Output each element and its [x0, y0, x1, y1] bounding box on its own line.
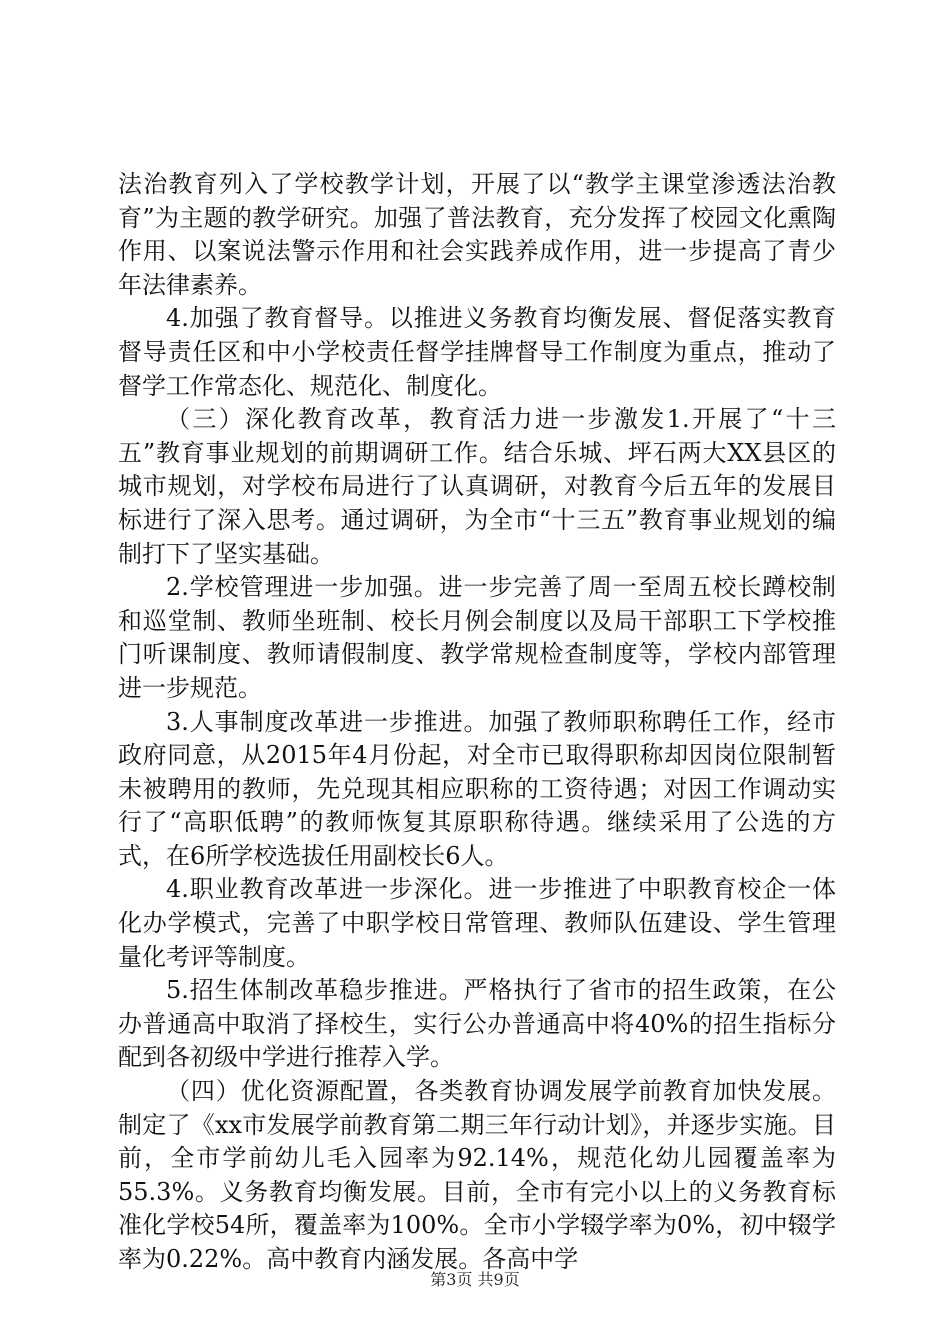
paragraph-5: 3.人事制度改革进一步推进。加强了教师职称聘任工作，经市政府同意，从2015年4月份起，对全市已取得职称却因岗位限制暂未被聘用的教师，先兑现其相应职称的工资待遇；对因工作调动实行了“高职低聘”的教师恢复其原职称待遇。继续采用了公选的方式，在6所学校选拔任用副校长6人。: [118, 707, 836, 870]
paragraph-4: 2.学校管理进一步加强。进一步完善了周一至周五校长蹲校制和巡堂制、教师坐班制、校长月例会制度以及局干部职工下学校推门听课制度、教师请假制度、教学常规检查制度等，学校内部管理进一步规范。: [118, 573, 836, 702]
paragraph-3: （三）深化教育改革，教育活力进一步激发1.开展了“十三五”教育事业规划的前期调研工作。结合乐城、坪石两大XX县区的城市规划，对学校布局进行了认真调研，对教育今后五年的发展目标进行了深入思考。通过调研，为全市“十三五”教育事业规划的编制打下了坚实基础。: [118, 405, 836, 568]
body-text: [118, 168, 836, 1277]
paragraph-1: 法治教育列入了学校教学计划，开展了以“教学主课堂渗透法治教育”为主题的教学研究。加强了普法教育，充分发挥了校园文化熏陶作用、以案说法警示作用和社会实践养成作用，进一步提高了青少年法律素养。: [118, 170, 836, 299]
page-footer: 第3页 共9页: [430, 1270, 520, 1289]
paragraph-7: 5.招生体制改革稳步推进。严格执行了省市的招生政策，在公办普通高中取消了择校生，实行公办普通高中将40%的招生指标分配到各初级中学进行推荐入学。: [118, 976, 836, 1072]
paragraph-2: 4.加强了教育督导。以推进义务教育均衡发展、督促落实教育督导责任区和中小学校责任督学挂牌督导工作制度为重点，推动了督学工作常态化、规范化、制度化。: [118, 304, 836, 400]
paragraph-8: （四）优化资源配置，各类教育协调发展学前教育加快发展。制定了《xx市发展学前教育第二期三年行动计划》，并逐步实施。目前，全市学前幼儿毛入园率为92.14%，规范化幼儿园覆盖率为55.3%。义务教育均衡发展。目前，全市有完小以上的义务教育标准化学校54所，覆盖率为100%。全市小学辍学率为0%，初中辍学率为0.22%。高中教育内涵发展。各高中学: [118, 1077, 836, 1273]
paragraph-6: 4.职业教育改革进一步深化。进一步推进了中职教育校企一体化办学模式，完善了中职学校日常管理、教师队伍建设、学生管理量化考评等制度。: [118, 875, 836, 971]
